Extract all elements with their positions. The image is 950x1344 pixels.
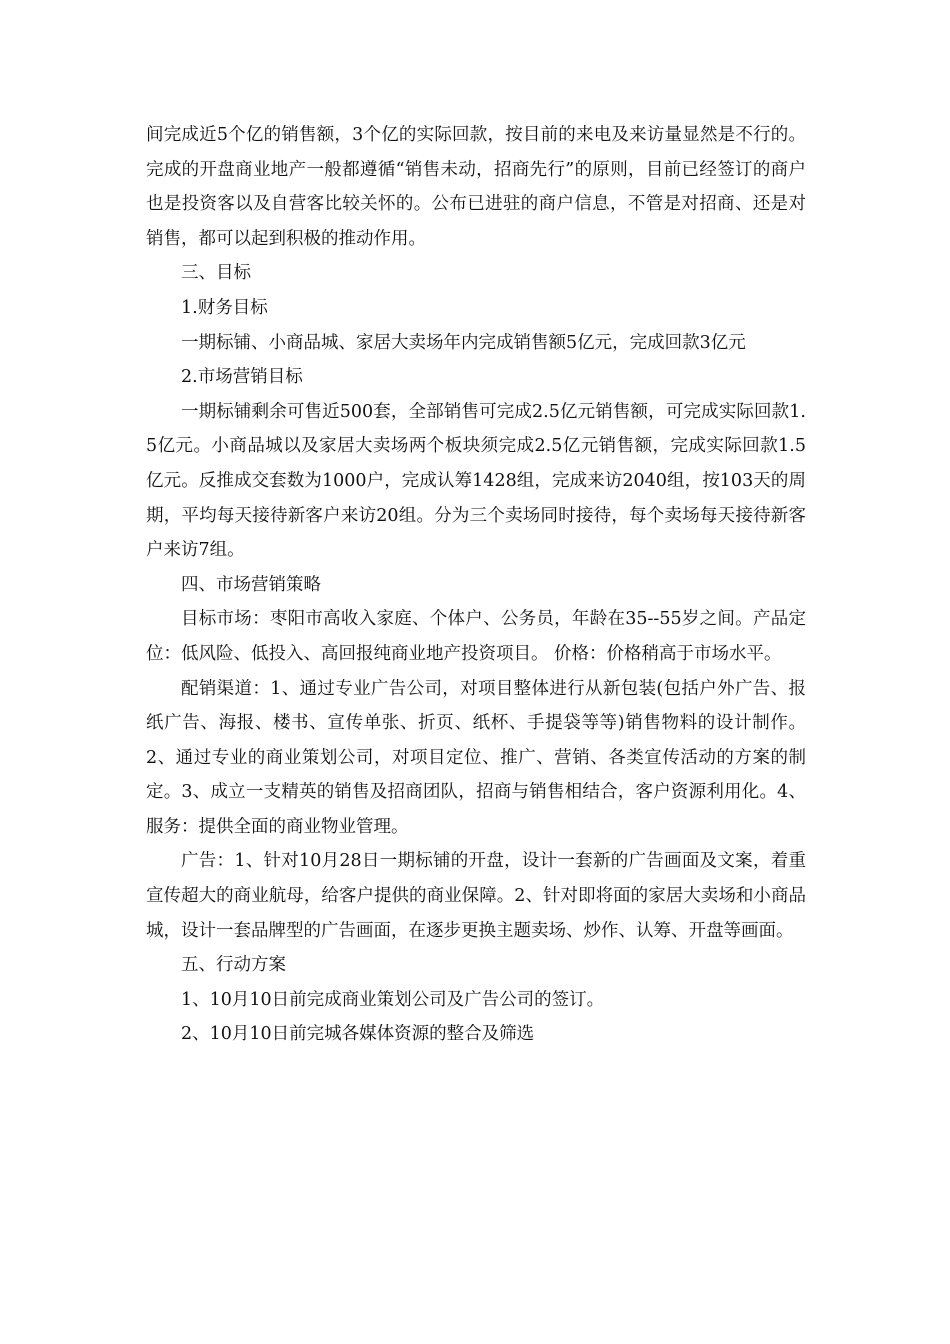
document-body xyxy=(146,118,806,1052)
section-heading-marketing-strategy: 四、市场营销策略 xyxy=(181,574,321,595)
subheading-marketing-goals: 2.市场营销目标 xyxy=(181,367,303,388)
paragraph-financial-goals: 一期标铺、小商品城、家居大卖场年内完成销售额5亿元，完成回款3亿元 xyxy=(181,332,746,353)
section-heading-goals: 三、目标 xyxy=(181,263,251,284)
action-item-2: 2、10月10日前完城各媒体资源的整合及筛选 xyxy=(181,1024,535,1045)
paragraph-target-market: 目标市场：枣阳市高收入家庭、个体户、公务员，年龄在35--55岁之间。产品定位：低风险、低投入、高回报纯商业地产投资项目。 价格：价格稍高于市场水平。 xyxy=(146,609,806,664)
action-item-1: 1、10月10日前完成商业策划公司及广告公司的签订。 xyxy=(181,989,605,1010)
paragraph-marketing-goals: 一期标铺剩余可售近500套，全部销售可完成2.5亿元销售额，可完成实际回款1.5亿元。小商品城以及家居大卖场两个板块须完成2.5亿元销售额，完成实际回款1.5亿元。反推成交套数为1000户，完成认筹1428组，完成来访2040组，按103天的周期，平均每天接待新客户来访20组。分为三个卖场同时接待，每个卖场每天接待新客户来访7组。 xyxy=(146,401,806,561)
subheading-financial-goals: 1.财务目标 xyxy=(181,297,268,318)
paragraph-distribution-channels: 配销渠道：1、通过专业广告公司，对项目整体进行从新包装(包括户外广告、报纸广告、海报、楼书、宣传单张、折页、纸杯、手提袋等等)销售物料的设计制作。2、通过专业的商业策划公司，对项目定位、推广、营销、各类宣传活动的方案的制定。3、成立一支精英的销售及招商团队，招商与销售相结合，客户资源利用化。4、服务：提供全面的商业物业管理。 xyxy=(146,678,806,837)
paragraph-advertising: 广告：1、针对10月28日一期标铺的开盘，设计一套新的广告画面及文案，着重宣传超大的商业航母，给客户提供的商业保障。2、针对即将面的家居大卖场和小商品城，设计一套品牌型的广告画面，在逐步更换主题卖场、炒作、认筹、开盘等画面。 xyxy=(146,851,806,941)
paragraph-continuation: 间完成近5个亿的销售额，3个亿的实际回款，按目前的来电及来访量显然是不行的。完成的开盘商业地产一般都遵循“销售未动，招商先行”的原则，目前已经签订的商户也是投资客以及自营客比较关怀的。公布已进驻的商户信息，不管是对招商、还是对销售，都可以起到积极的推动作用。 xyxy=(146,125,806,249)
section-heading-action-plan: 五、行动方案 xyxy=(181,955,286,976)
